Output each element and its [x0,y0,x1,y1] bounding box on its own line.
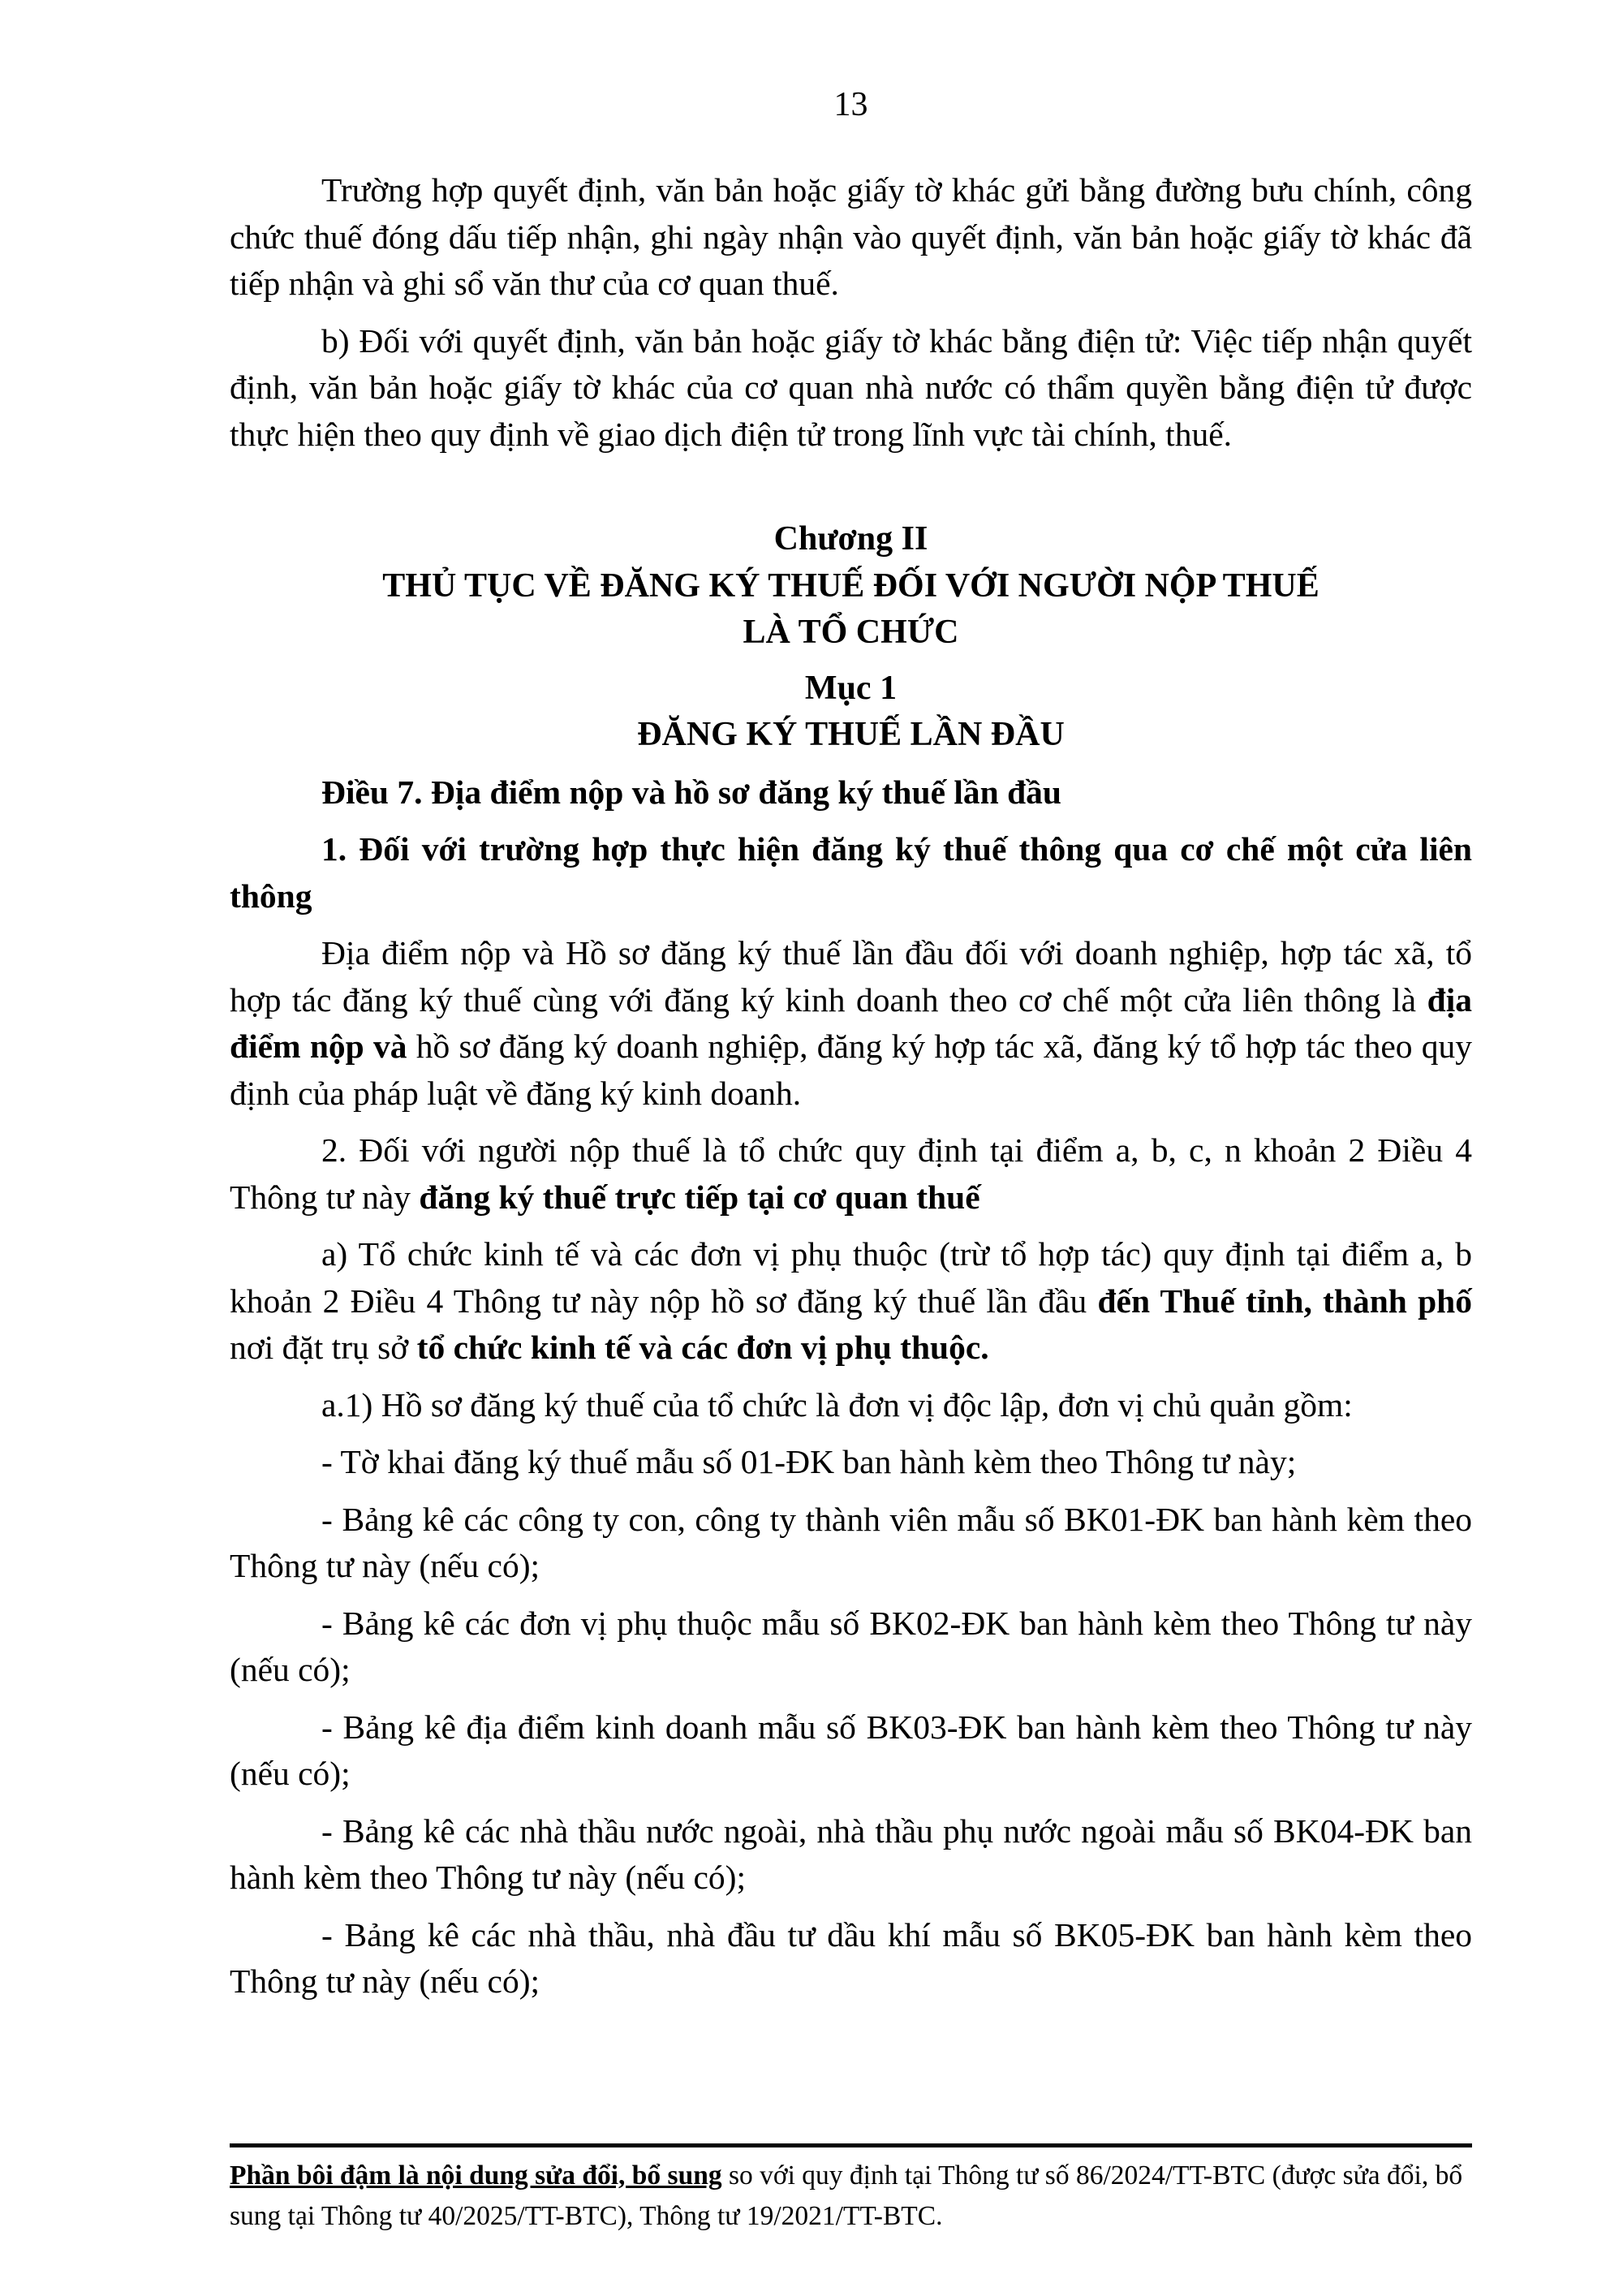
paragraph-electronic-documents: b) Đối với quyết định, văn bản hoặc giấy tờ khác bằng điện tử: Việc tiếp nhận quyết định, văn bản hoặc giấy tờ khác của cơ quan nhà nước có thẩm quyền bằng điện tử được thực hiện theo quy định về giao dịch điện tử trong lĩnh vực tài chính, thuế. [230,321,1472,453]
paragraph-point-a: a) Tổ chức kinh tế và các đơn vị phụ thuộc (trừ tổ hợp tác) quy định tại điểm a, b khoản 2 Điều 4 Thông tư này nộp hồ sơ đăng ký thuế lần đầu đến Thuế tỉnh, thành phố nơi đặt trụ sở tổ chức kinh tế và các đơn vị phụ thuộc. [230,1235,1472,1366]
chapter-heading-block [230,516,1472,657]
footer-note: Phần bôi đậm là nội dung sửa đổi, bổ sung so với quy định tại Thông tư số 86/2024/TT-BTC (được sửa đổi, bổ sung tại Thông tư 40/2025/TT-BTC), Thông tư 19/2021/TT-BTC. [230,2160,1463,2231]
paragraph-point-a1: a.1) Hồ sơ đăng ký thuế của tổ chức là đơn vị độc lập, đơn vị chủ quản gồm: [321,1385,1353,1424]
list-item-form-bk01dk: - Bảng kê các công ty con, công ty thành viên mẫu số BK01-ĐK ban hành kèm theo Thông tư này (nếu có); [230,1500,1472,1584]
section-label: Mục 1 [804,669,898,707]
list-item-form-01dk: - Tờ khai đăng ký thuế mẫu số 01-ĐK ban hành kèm theo Thông tư này; [321,1443,1297,1480]
article-7-title: Điều 7. Địa điểm nộp và hồ sơ đăng ký thuế lần đầu [321,773,1062,811]
footnote-separator [230,2143,1472,2147]
page-number: 13 [833,86,868,123]
list-item-form-bk03dk: - Bảng kê địa điểm kinh doanh mẫu số BK03-ĐK ban hành kèm theo Thông tư này (nếu có); [230,1708,1472,1792]
clause-1-title: 1. Đối với trường hợp thực hiện đăng ký thuế thông qua cơ chế một cửa liên thông [230,830,1472,915]
list-item-form-bk02dk: - Bảng kê các đơn vị phụ thuộc mẫu số BK02-ĐK ban hành kèm theo Thông tư này (nếu có); [230,1604,1472,1688]
paragraph-postal-delivery: Trường hợp quyết định, văn bản hoặc giấy tờ khác gửi bằng đường bưu chính, công chức thuế đóng dấu tiếp nhận, ghi ngày nhận vào quyết định, văn bản hoặc giấy tờ khác đã tiếp nhận và ghi sổ văn thư của cơ quan thuế. [230,171,1472,302]
chapter-title-line1: THỦ TỤC VỀ ĐĂNG KÝ THUẾ ĐỐI VỚI NGƯỜI NỘP THUẾ [382,566,1319,605]
chapter-title-line2: LÀ TỔ CHỨC [743,614,959,651]
page-footer [230,2143,1472,2237]
chapter-label: Chương II [773,520,928,558]
list-item-form-bk04dk: - Bảng kê các nhà thầu nước ngoài, nhà thầu phụ nước ngoài mẫu số BK04-ĐK ban hành kèm theo Thông tư này (nếu có); [230,1811,1472,1896]
section-title: ĐĂNG KÝ THUẾ LẦN ĐẦU [637,716,1065,753]
paragraph-clause-2: 2. Đối với người nộp thuế là tổ chức quy định tại điểm a, b, c, n khoản 2 Điều 4 Thông tư này đăng ký thuế trực tiếp tại cơ quan thuế [230,1131,1472,1216]
page-content [230,81,1472,2005]
paragraph-one-stop-mechanism: Địa điểm nộp và Hồ sơ đăng ký thuế lần đầu đối với doanh nghiệp, hợp tác xã, tổ hợp tác đăng ký thuế cùng với đăng ký kinh doanh theo cơ chế một cửa liên thông là địa điểm nộp và hồ sơ đăng ký doanh nghiệp, đăng ký hợp tác xã, đăng ký tổ hợp tác theo quy định của pháp luật về đăng ký kinh doanh. [230,934,1472,1112]
list-item-form-bk05dk: - Bảng kê các nhà thầu, nhà đầu tư dầu khí mẫu số BK05-ĐK ban hành kèm theo Thông tư này (nếu có); [230,1915,1472,2000]
